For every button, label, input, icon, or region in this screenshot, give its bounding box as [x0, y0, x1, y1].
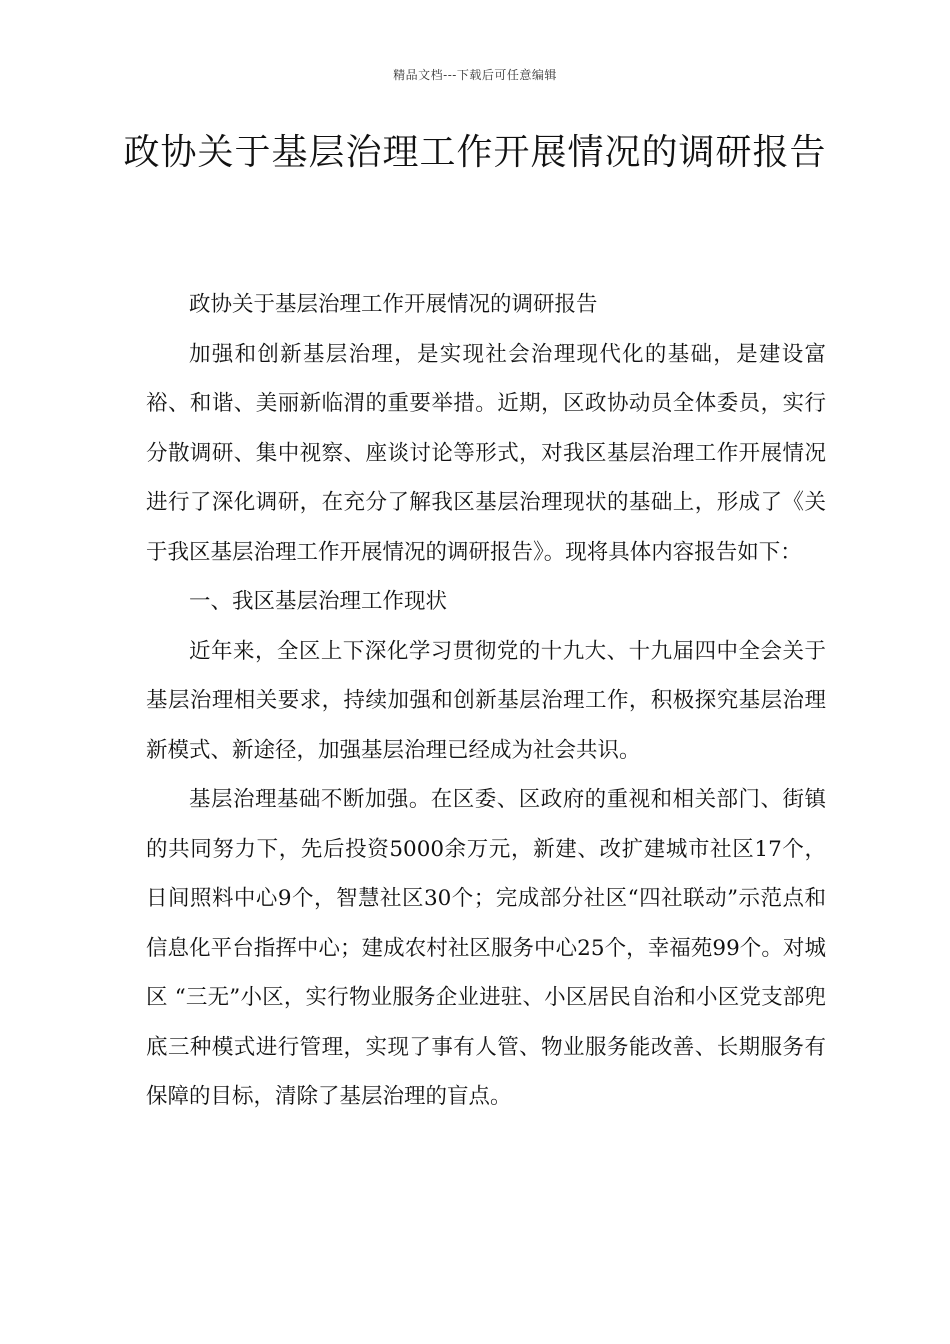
body-paragraph: 加强和创新基层治理，是实现社会治理现代化的基础，是建设富裕、和谐、美丽新临渭的重要举措。近期，区政协动员全体委员，实行分散调研、集中视察、座谈讨论等形式，对我区基层治理工作开展情况进行了深化调研，在充分了解我区基层治理现状的基础上，形成了《关于我区基层治理工作开展情况的调研报告》。现将具体内容报告如下：	[146, 341, 826, 565]
header-note: 精品文档---下载后可任意编辑	[393, 68, 557, 82]
section-heading: 一、我区基层治理工作现状	[189, 589, 448, 614]
document-body	[146, 280, 826, 1122]
body-paragraph: 近年来，全区上下深化学习贯彻党的十九大、十九届四中全会关于基层治理相关要求，持续加强和创新基层治理工作，积极探究基层治理新模式、新途径，加强基层治理已经成为社会共识。	[146, 638, 826, 763]
body-paragraph: 政协关于基层治理工作开展情况的调研报告	[189, 292, 598, 317]
body-paragraph: 基层治理基础不断加强。在区委、区政府的重视和相关部门、街镇的共同努力下，先后投资5000余万元，新建、改扩建城市社区17个，日间照料中心9个，智慧社区30个；完成部分社区“四社联动”示范点和信息化平台指挥中心；建成农村社区服务中心25个，幸福苑99个。对城区 “三无”小区，实行物业服务企业进驻、小区居民自治和小区党支部兜底三种模式进行管理，实现了事有人管、物业服务能改善、长期服务有保障的目标，清除了基层治理的盲点。	[146, 787, 826, 1109]
document-title: 政协关于基层治理工作开展情况的调研报告	[123, 132, 827, 173]
